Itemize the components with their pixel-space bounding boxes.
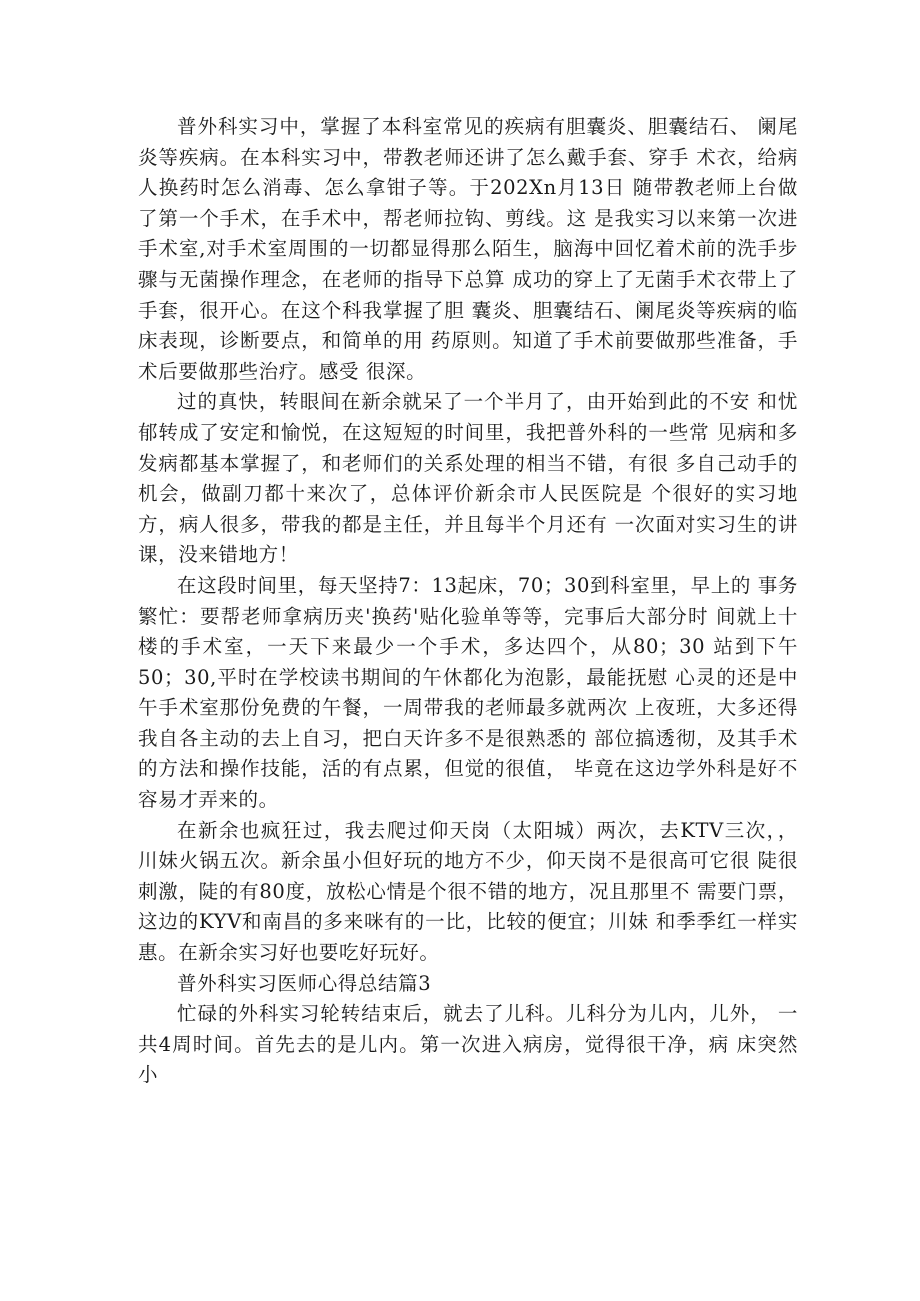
paragraph-leisure: 在新余也疯狂过，我去爬过仰天岗（太阳城）两次，去KTV三次，， 川妹火锅五次。新余虽小但好玩的地方不少，仰天岗不是很高可它很 陡很刺激，陡的有80度，放松心情是个很不错的地方，况且那里不 需要门票，这边的KYV和南昌的多来咪有的一比，比较的便宜；川妹 和季季红一样实惠。在新余实习好也要吃好玩好。 xyxy=(138,818,798,965)
paragraph-time-in-xinyu: 过的真快，转眼间在新余就呆了一个半月了，由开始到此的不安 和忧郁转成了安定和愉悦，在这短短的时间里，我把普外科的一些常 见病和多发病都基本掌握了，和老师们的关系处理的相当不错，有很 多自己动手的机会，做副刀都十来次了，总体评价新余市人民医院是 个很好的实习地方，病人很多，带我的都是主任，并且每半个月还有 一次面对实习生的讲课，没来错地方！ xyxy=(138,390,798,567)
paragraph-surgery-learning: 普外科实习中，掌握了本科室常见的疾病有胆囊炎、胆囊结石、 阑尾炎等疾病。在本科实习中，带教老师还讲了怎么戴手套、穿手 术衣，给病人换药时怎么消毒、怎么拿钳子等。于202Xn月13日 随带教老师上台做了第一个手术，在手术中，帮老师拉钩、剪线。这 是我实习以来第一次进手术室,对手术室周围的一切都显得那么陌生，脑海中回忆着术前的洗手步骤与无菌操作理念，在老师的指导下总算 成功的穿上了无菌手术衣带上了手套，很开心。在这个科我掌握了胆 囊炎、胆囊结石、阑尾炎等疾病的临床表现，诊断要点，和简单的用 药原则。知道了手术前要做那些准备，手术后要做那些治疗。感受 很深。 xyxy=(138,115,798,383)
section-heading: 普外科实习医师心得总结篇3 xyxy=(177,971,432,995)
paragraph-daily-routine: 在这段时间里，每天坚持7：13起床，70；30到科室里，早上的 事务繁忙：要帮老师拿病历夹'换药'贴化验单等等，完事后大部分时 间就上十楼的手术室，一天下来最少一个手术，多达四个，从80；30 站到下午50；30,平时在学校读书期间的午休都化为泡影，最能抚慰 心灵的还是中午手术室那份免费的午餐，一周带我的老师最多就两次 上夜班，大多还得我自各主动的去上自习，把白天许多不是很熟悉的 部位搞透彻，及其手术的方法和操作技能，活的有点累，但觉的很值， 毕竟在这边学外科是好不容易才弄来的。 xyxy=(138,573,798,812)
document-page xyxy=(138,112,798,1091)
paragraph-pediatrics: 忙碌的外科实习轮转结束后，就去了儿科。儿科分为儿内，儿外， 一共4周时间。首先去的是儿内。第一次进入病房，觉得很干净，病 床突然小 xyxy=(138,1002,798,1087)
